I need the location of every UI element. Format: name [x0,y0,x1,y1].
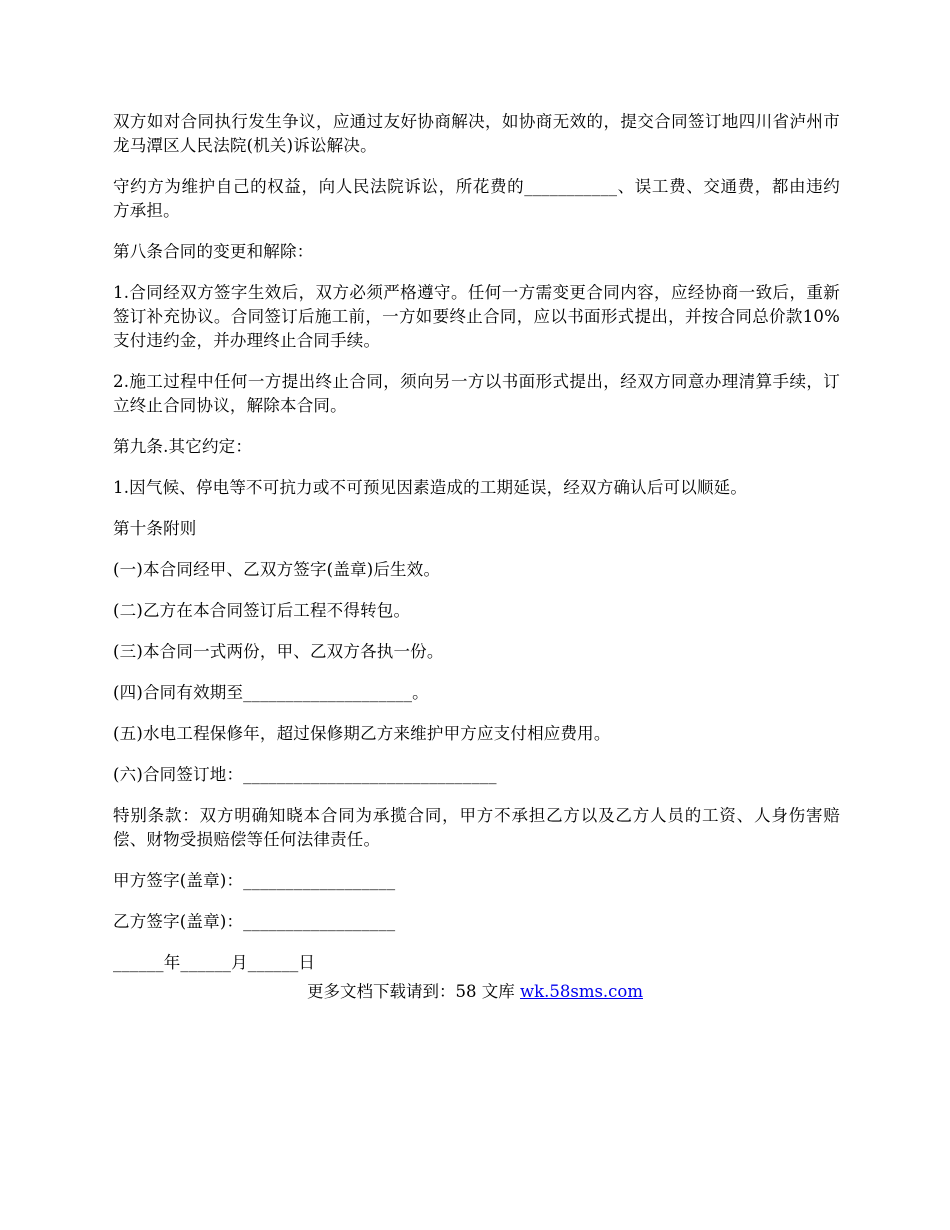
paragraph-supplementary-3: (三)本合同一式两份，甲、乙双方各执一份。 [113,642,444,661]
document-body [113,110,840,992]
paragraph-supplementary-4: (四)合同有效期至____________________。 [113,683,429,702]
paragraph-article-9-item-1: 1.因气候、停电等不可抗力或不可预见因素造成的工期延误，经双方确认后可以顺延。 [113,478,748,497]
footer-link[interactable]: wk.58sms.com [519,982,643,1001]
paragraph-dispute-resolution: 双方如对合同执行发生争议，应通过友好协商解决，如协商无效的，提交合同签订地四川省泸州市龙马潭区人民法院(机关)诉讼解决。 [113,112,840,155]
signature-party-a: 甲方签字(盖章)：__________________ [113,871,396,890]
signature-date: ______年______月______日 [113,953,316,972]
footer-text: 更多文档下载请到：58 文库 [306,982,520,1001]
signature-party-b: 乙方签字(盖章)：__________________ [113,912,396,931]
footer [0,980,950,1004]
paragraph-article-8-item-1: 1.合同经双方签字生效后，双方必须严格遵守。任何一方需变更合同内容，应经协商一致后，重新签订补充协议。合同签订后施工前，一方如要终止合同，应以书面形式提出，并按合同总价款10%支付违约金，并办理终止合同手续。 [113,283,840,350]
heading-article-8: 第八条合同的变更和解除： [113,242,314,261]
paragraph-supplementary-5: (五)水电工程保修年，超过保修期乙方来维护甲方应支付相应费用。 [113,724,611,743]
heading-article-10: 第十条附则 [113,519,197,538]
paragraph-article-8-item-2: 2.施工过程中任何一方提出终止合同，须向另一方以书面形式提出，经双方同意办理清算手续，订立终止合同协议，解除本合同。 [113,372,840,415]
paragraph-supplementary-6: (六)合同签订地：______________________________ [113,765,497,784]
paragraph-special-terms: 特别条款：双方明确知晓本合同为承揽合同，甲方不承担乙方以及乙方人员的工资、人身伤害赔偿、财物受损赔偿等任何法律责任。 [113,806,840,849]
paragraph-supplementary-2: (二)乙方在本合同签订后工程不得转包。 [113,601,411,620]
heading-article-9: 第九条.其它约定： [113,437,253,456]
paragraph-litigation-costs: 守约方为维护自己的权益，向人民法院诉讼，所花费的___________、误工费、交通费，都由违约方承担。 [113,177,840,220]
paragraph-supplementary-1: (一)本合同经甲、乙双方签字(盖章)后生效。 [113,560,441,579]
